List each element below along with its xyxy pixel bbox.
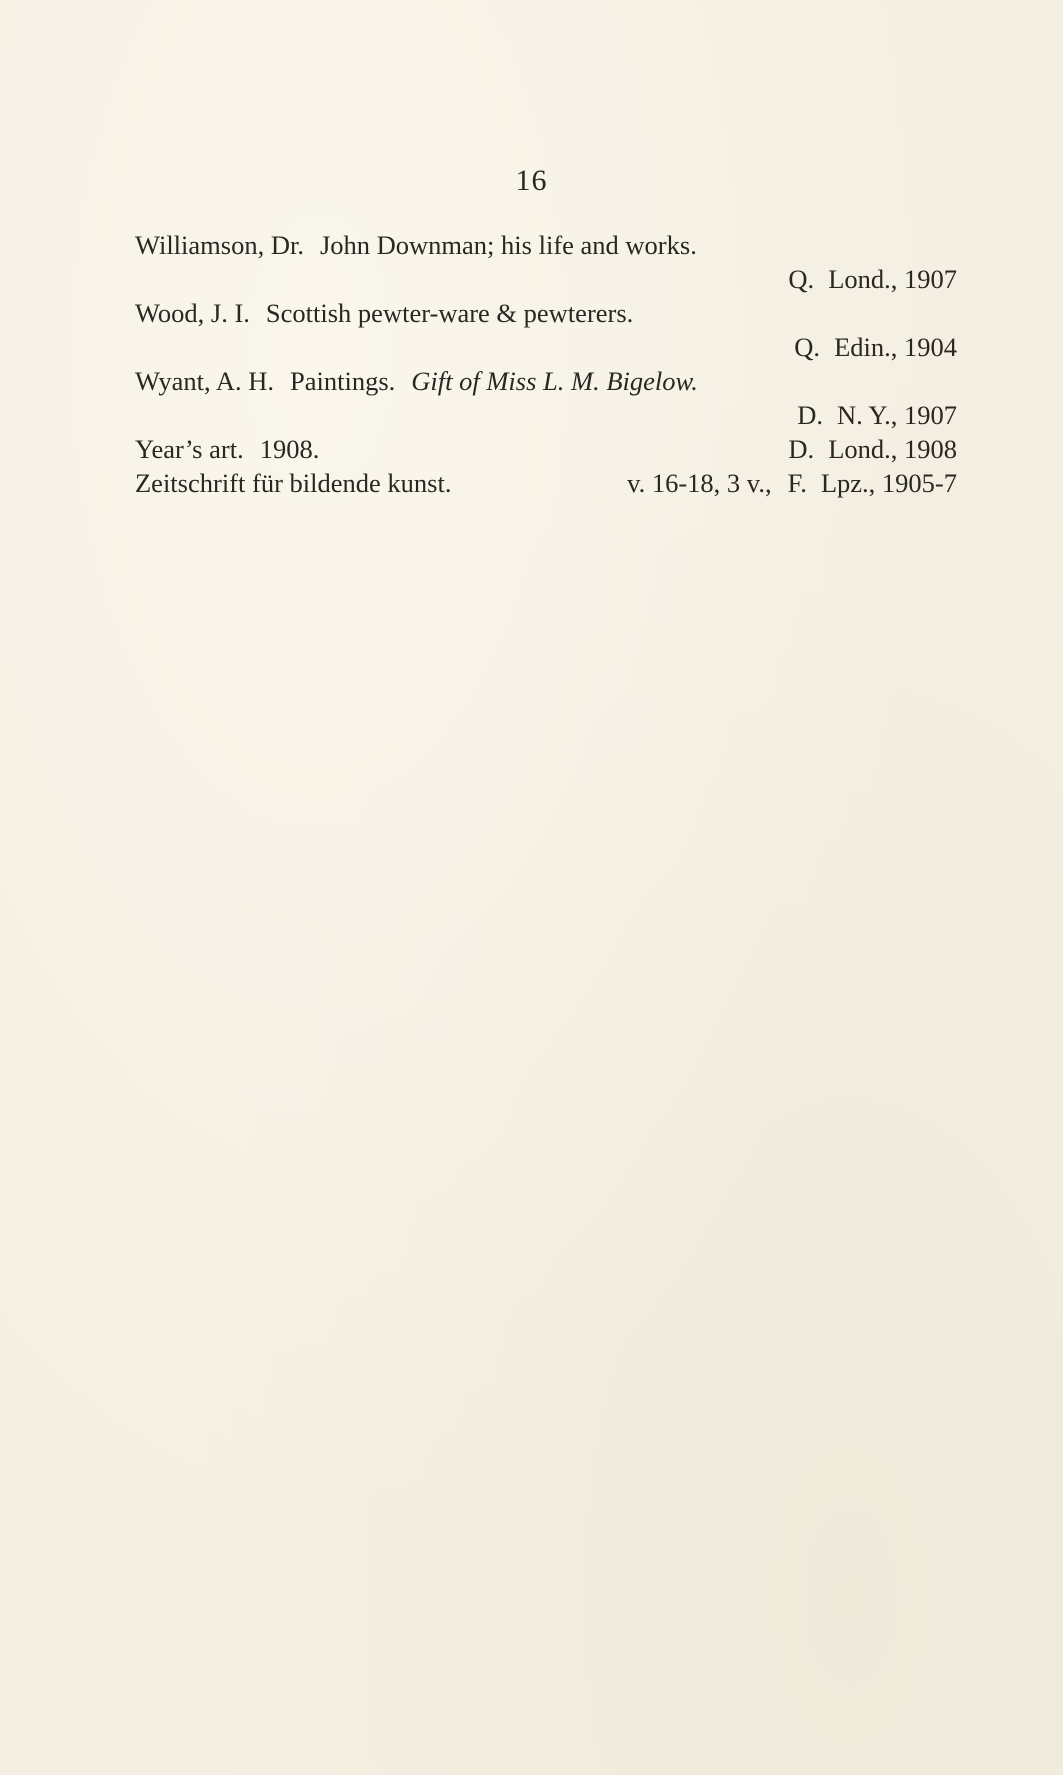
- catalog-entry-line: [135, 466, 957, 500]
- entry-author: Zeitschrift für bildende kunst.: [135, 468, 452, 498]
- entry-gift-note: Gift of Miss L. M. Bigelow.: [411, 366, 698, 396]
- catalog-entry-line: [135, 432, 957, 466]
- entry-author: Williamson, Dr.: [135, 230, 304, 260]
- entry-imprint: Edin., 1904: [834, 332, 957, 362]
- entry-imprint: N. Y., 1907: [836, 400, 957, 430]
- catalog-entry-line: [135, 228, 957, 262]
- page-number: 16: [515, 164, 548, 197]
- entry-format: D.: [788, 434, 815, 464]
- catalog-entries: [135, 228, 957, 500]
- entry-imprint: Lond., 1907: [828, 264, 957, 294]
- catalog-entry-imprint-line: [135, 330, 957, 364]
- entry-author: Year’s art.: [135, 434, 244, 464]
- catalog-entry-imprint-line: [135, 398, 957, 432]
- entry-title: John Downman; his life and works.: [319, 230, 697, 260]
- entry-format: F.: [787, 468, 807, 498]
- entry-title: Paintings.: [289, 366, 396, 396]
- catalog-entry-line: [135, 296, 957, 330]
- entry-format: D.: [797, 400, 823, 430]
- entry-format: Q.: [788, 264, 815, 294]
- entry-title: 1908.: [259, 434, 320, 464]
- entry-author: Wood, J. I.: [135, 298, 250, 328]
- entry-title: Scottish pewter-ware & pewterers.: [265, 298, 634, 328]
- entry-imprint: Lond., 1908: [828, 434, 957, 464]
- entry-author: Wyant, A. H.: [135, 366, 274, 396]
- catalog-entry-imprint-line: [135, 262, 957, 296]
- catalog-entry-line: [135, 364, 957, 398]
- entry-format: Q.: [794, 332, 821, 362]
- entry-imprint: Lpz., 1905-7: [820, 468, 957, 498]
- entry-volumes: v. 16-18, 3 v.,: [627, 468, 772, 498]
